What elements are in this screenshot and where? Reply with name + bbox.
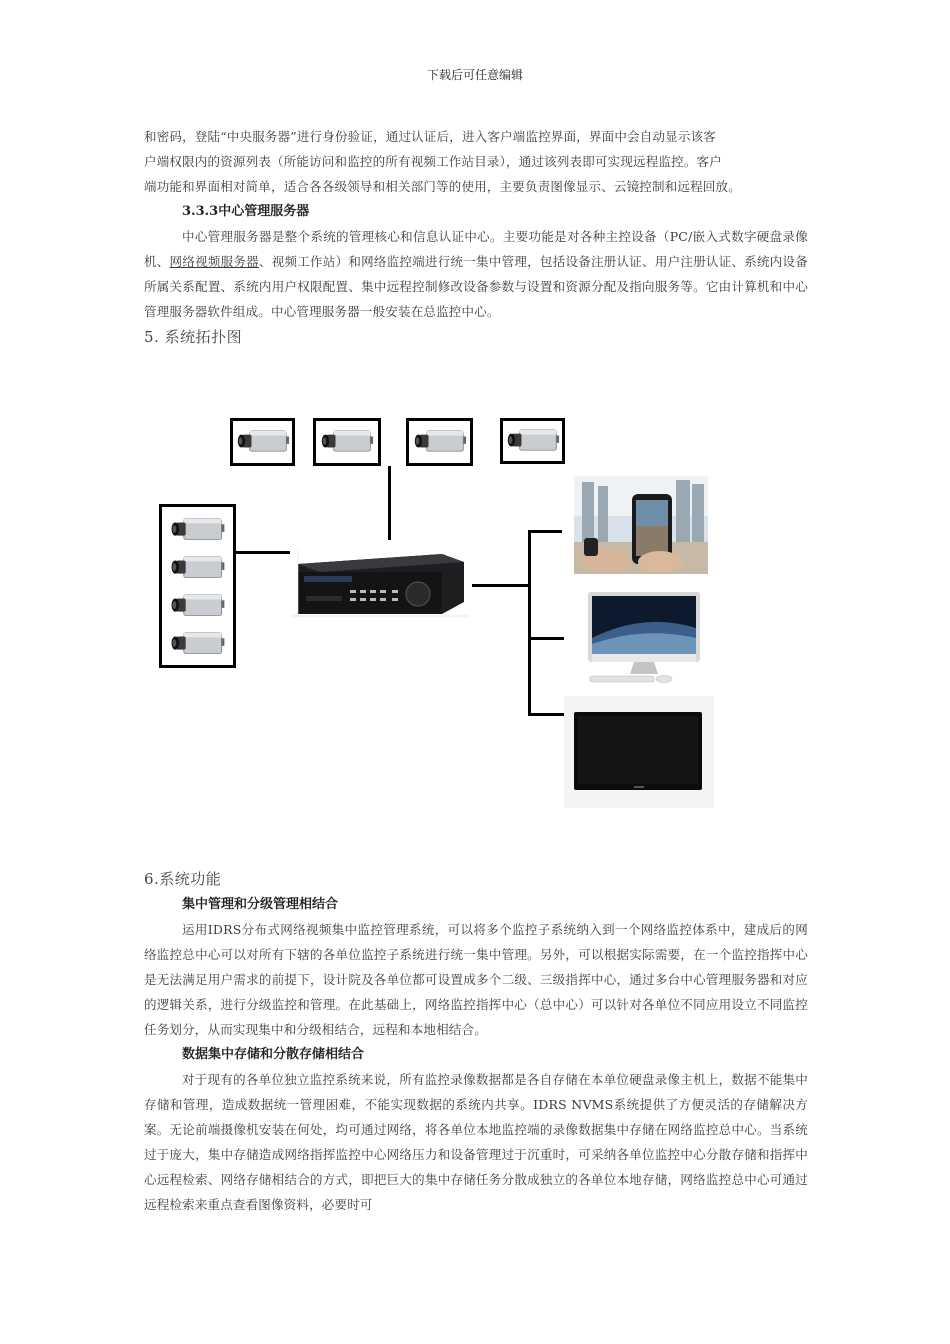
section-333-paragraph bbox=[144, 224, 808, 324]
connector-line bbox=[528, 637, 564, 640]
intro-line-3: 端功能和界面相对简单，适合各各级领导和相关部门等的使用，主要负责图像显示、云镜控制和远程回放。 bbox=[144, 179, 741, 194]
camera-icon bbox=[162, 507, 233, 665]
smartphone-client-icon bbox=[574, 476, 708, 574]
document-body bbox=[144, 124, 808, 1217]
connector-line bbox=[388, 466, 391, 540]
section-6-sub-1-text: 运用IDRS分布式网络视频集中监控管理系统，可以将多个监控子系统纳入到一个网络监控体系中，建成后的网络监控总中心可以对所有下辖的各单位监控子系统进行统一集中管理。另外，可以根据实际需要，在一个监控指挥中心是无法满足用户需求的前提下，设计院及各单位都可设置成多个二级、三级指挥中心，通过多台中心管理服务器和对应的逻辑关系，进行分级监控和管理。在此基础上，网络监控指挥中心（总中心）可以针对各单位不同应用设立不同监控任务划分，从而实现集中和分级相结合，远程和本地相结合。 bbox=[144, 922, 808, 1037]
connector-line bbox=[472, 584, 530, 587]
topology-diagram bbox=[144, 390, 808, 830]
section-333-text-2: 、视频工作站）和网络监控端进行统一集中管理，包括设备注册认证、用户注册认证、系统内设备所属关系配置、系统内用户权限配置、集中远程控制修改设备参数与设置和资源分配及指向服务等。它由计算机和中心管理服务器软件组成。中心管理服务器一般安装在总监控中心。 bbox=[144, 254, 809, 319]
section-333-text-1: 中心管理服务器是整个系统的管理核心和信息认证中心。主要功能是对各种主控设备（PC/嵌入式数字硬盘录像机、 bbox=[144, 229, 808, 269]
intro-line-2: 户端权限内的资源列表（所能访问和监控的所有视频工作站目录），通过该列表即可实现远程监控。客户 bbox=[144, 154, 722, 169]
left-camera-group bbox=[159, 504, 236, 668]
top-camera-4 bbox=[500, 418, 565, 464]
desktop-computer-client-icon bbox=[580, 588, 708, 688]
top-camera-3 bbox=[406, 418, 473, 466]
section-6-heading: 6.系统功能 bbox=[144, 870, 222, 888]
top-camera-2 bbox=[313, 418, 381, 466]
section-5-heading: 5. 系统拓扑图 bbox=[144, 328, 243, 346]
camera-icon bbox=[233, 421, 292, 463]
section-6-sub-2-heading: 数据集中存储和分散存储相结合 bbox=[182, 1047, 365, 1062]
connector-line bbox=[528, 530, 531, 716]
connector-line bbox=[236, 551, 290, 554]
page-header: 下载后可任意编辑 bbox=[426, 68, 523, 82]
network-video-server-link[interactable]: 网络视频服务器 bbox=[169, 254, 259, 269]
intro-line-1: 和密码，登陆“中央服务器”进行身份验证，通过认证后，进入客户端监控界面，界面中会自动显示该客 bbox=[144, 129, 716, 144]
monitor-client-icon bbox=[564, 696, 714, 808]
section-6-sub-2-text: 对于现有的各单位独立监控系统来说，所有监控录像数据都是各自存储在本单位硬盘录像主机上，数据不能集中存储和管理，造成数据统一管理困难，不能实现数据的系统内共享。IDRS NVMS系统提供了方便灵活的存储解决方案。无论前端摄像机安装在何处，均可通过网络，将各单位本地监控端的录像数据集中存储在网络监控总中心。当系统过于庞大，集中存储造成网络指挥监控中心网络压力和设备管理过于沉重时，可采纳各单位监控中心分散存储和指挥中心远程检索、网络存储相结合的方式，即把巨大的集中存储任务分散成独立的各单位本地存储，网络监控总中心可通过远程检索来重点查看图像资料，必要时可 bbox=[144, 1072, 808, 1212]
camera-icon bbox=[409, 421, 470, 463]
connector-line bbox=[528, 713, 566, 716]
camera-icon bbox=[316, 421, 378, 463]
dvr-recorder-icon bbox=[292, 550, 468, 618]
camera-icon bbox=[503, 421, 562, 461]
top-camera-1 bbox=[230, 418, 295, 466]
section-333-heading: 3.3.3中心管理服务器 bbox=[182, 204, 310, 219]
connector-line bbox=[528, 530, 562, 533]
section-6-sub-1-heading: 集中管理和分级管理相结合 bbox=[182, 897, 339, 912]
